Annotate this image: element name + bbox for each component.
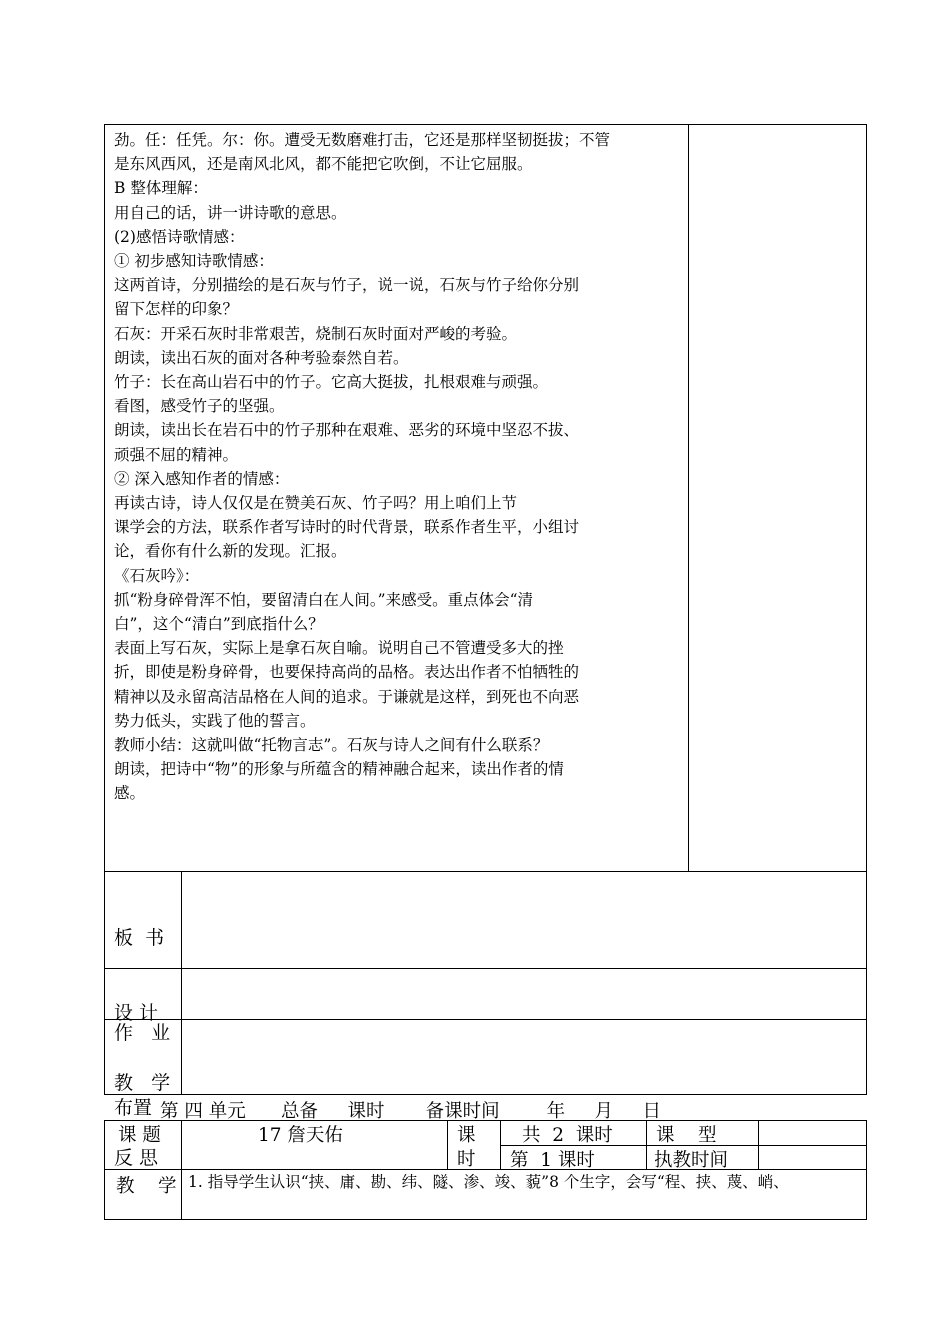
body-line: 抓“粉身碎骨浑不怕，要留清白在人间。”来感受。重点体会“清: [114, 590, 534, 609]
homework-row-bottom-border: [104, 1019, 867, 1020]
info-col-divider-2: [447, 1120, 448, 1169]
reflection-label-line2: 反 思: [114, 1147, 159, 1169]
lesson-title-label: 课 题: [118, 1125, 161, 1146]
lesson-type-label: 课 型: [656, 1125, 717, 1146]
homework-label-line2: 布置: [114, 1097, 153, 1119]
body-line: 朗读，读出石灰的面对各种考验泰然自若。: [114, 348, 409, 367]
info-col-divider-5: [758, 1120, 759, 1169]
body-line: 石灰：开采石灰时非常艰苦，烧制石灰时面对严峻的考验。: [114, 324, 518, 343]
body-line: (2)感悟诗歌情感：: [114, 227, 245, 246]
label-column-divider: [181, 871, 182, 1095]
lesson-title-value: 17 詹天佑: [258, 1125, 343, 1146]
unit-header: 第 四 单元 总备 课时 备课时间 年 月 日: [160, 1101, 661, 1122]
body-line: 是东风西风，还是南风北风，都不能把它吹倒，不让它屈服。: [114, 155, 533, 174]
body-line: 《石灰吟》：: [114, 566, 200, 585]
body-line: 感。: [114, 784, 146, 803]
notes-column-divider: [688, 124, 689, 871]
body-line: 教师小结：这就叫做“托物言志”。石灰与诗人之间有什么联系？: [114, 736, 549, 755]
teaching-process-text: [114, 128, 686, 806]
body-line: 论，看你有什么新的发现。汇报。: [114, 542, 347, 561]
objective-label: 教 学: [116, 1176, 177, 1197]
body-line: 势力低头，实践了他的誓言。: [114, 711, 316, 730]
info-col-divider-3: [500, 1120, 501, 1169]
body-line: ② 深入感知作者的情感：: [114, 469, 290, 488]
body-line: 再读古诗，诗人仅仅是在赞美石灰、竹子吗？用上咱们上节: [114, 494, 518, 513]
body-line: B 整体理解：: [114, 179, 208, 198]
body-line: 竹子：长在高山岩石中的竹子。它高大挺拔，扎根艰难与顽强。: [114, 373, 549, 392]
body-line: 表面上写石灰，实际上是拿石灰自喻。说明自己不管遭受多大的挫: [114, 639, 564, 658]
current-period: 第 1 课时: [510, 1150, 595, 1171]
reflection-label-line1: 教 学: [114, 1072, 171, 1094]
lesson-period-label-line2: 时: [457, 1149, 476, 1170]
body-line: 这两首诗，分别描绘的是石灰与竹子，说一说，石灰与竹子给你分别: [114, 276, 580, 295]
info-col-divider-1: [181, 1120, 182, 1220]
body-line: ① 初步感知诗歌情感：: [114, 252, 274, 271]
process-row-bottom-border: [104, 871, 867, 872]
info-col-divider-4: [646, 1120, 647, 1169]
body-line: 看图，感受竹子的坚强。: [114, 397, 285, 416]
board-design-label-line1: 板 书: [114, 927, 165, 949]
body-line: 课学会的方法，联系作者写诗时的时代背景，联系作者生平，小组讨: [114, 518, 580, 537]
lesson-period-label-line1: 课: [457, 1125, 476, 1146]
objective-text: 1. 指导学生认识“挟、庸、勘、纬、隧、渗、竣、藐”8 个生字，会写“程、挟、蔑、峭、: [188, 1173, 789, 1191]
body-line: 留下怎样的印象？: [114, 300, 239, 319]
teach-time-label: 执教时间: [654, 1150, 729, 1171]
total-periods: 共 2 课时: [522, 1125, 613, 1146]
body-line: 折，即使是粉身碎骨，也要保持高尚的品格。表达出作者不怕牺牲的: [114, 663, 580, 682]
body-line: 用自己的话，讲一讲诗歌的意思。: [114, 203, 347, 222]
body-line: 白”，这个“清白”到底指什么？: [114, 615, 324, 634]
homework-label-line1: 作 业: [114, 1022, 171, 1044]
board-row-bottom-border: [104, 968, 867, 969]
board-design-label-line2: 设 计: [114, 1002, 159, 1024]
body-line: 顽强不屈的精神。: [114, 445, 239, 464]
body-line: 精神以及永留高洁品格在人间的追求。于谦就是这样，到死也不向恶: [114, 687, 580, 706]
body-line: 朗读，读出长在岩石中的竹子那种在艰难、恶劣的环境中坚忍不拔、: [114, 421, 580, 440]
body-line: 劲。任：任凭。尔：你。遭受无数磨难打击，它还是那样坚韧挺拔；不管: [114, 131, 611, 149]
body-line: 朗读，把诗中“物”的形象与所蕴含的精神融合起来，读出作者的情: [114, 760, 564, 779]
